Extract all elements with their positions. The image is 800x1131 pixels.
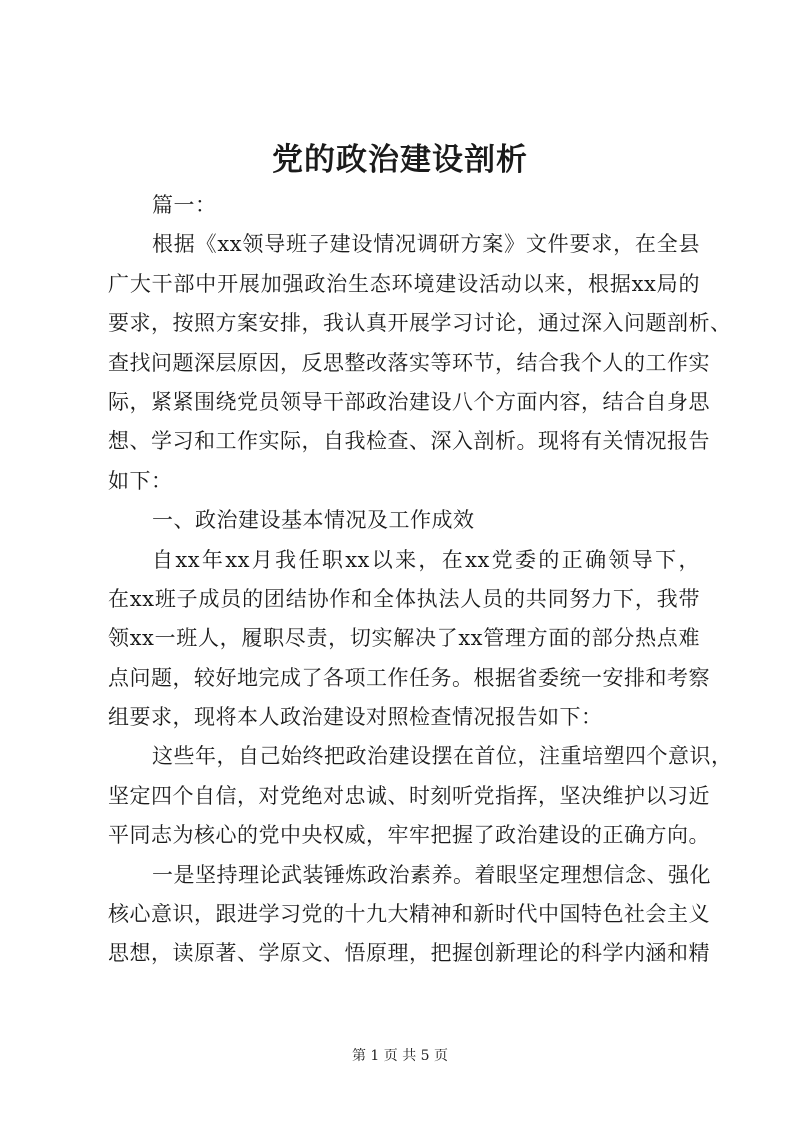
text-line: 根据《xx领导班子建设情况调研方案》文件要求，在全县: [152, 232, 700, 257]
page-title: 党的政治建设剖析: [272, 142, 528, 178]
text-line: 思想，读原著、学原文、悟原理，把握创新理论的科学内涵和精: [108, 941, 710, 966]
text-line: 核心意识，跟进学习党的十九大精神和新时代中国特色社会主义: [108, 902, 710, 927]
text-line: 组要求，现将本人政治建设对照检查情况报告如下：: [108, 705, 603, 730]
text-line: 想、学习和工作实际，自我检查、深入剖析。现将有关情况报告: [108, 429, 710, 454]
text-line: 一、政治建设基本情况及工作成效: [152, 508, 475, 533]
text-line: 如下：: [108, 468, 173, 493]
text-line: 平同志为核心的党中央权威，牢牢把握了政治建设的正确方向。: [108, 823, 710, 848]
text-line: 自xx年xx月我任职xx以来，在xx党委的正确领导下，: [152, 547, 700, 572]
text-line: 篇一：: [152, 193, 217, 217]
text-line: 要求，按照方案安排，我认真开展学习讨论，通过深入问题剖析、: [108, 311, 732, 336]
text-line: 查找问题深层原因，反思整改落实等环节，结合我个人的工作实: [108, 350, 710, 375]
text-line: 一是坚持理论武装锤炼政治素养。着眼坚定理想信念、强化: [152, 862, 711, 887]
text-line: 领xx一班人，履职尽责，切实解决了xx管理方面的部分热点难: [108, 626, 700, 651]
document-body: [108, 186, 733, 974]
text-line: 这些年，自己始终把政治建设摆在首位，注重培塑四个意识，: [152, 744, 733, 769]
text-line: 广大干部中开展加强政治生态环境建设活动以来，根据xx局的: [108, 271, 700, 296]
text-line: 点问题，较好地完成了各项工作任务。根据省委统一安排和考察: [108, 665, 710, 690]
text-line: 在xx班子成员的团结协作和全体执法人员的共同努力下，我带: [108, 586, 700, 611]
page-number: 第 1 页 共 5 页: [351, 1048, 449, 1064]
text-line: 际，紧紧围绕党员领导干部政治建设八个方面内容，结合自身思: [108, 389, 710, 414]
text-line: 坚定四个自信，对党绝对忠诚、时刻听党指挥，坚决维护以习近: [108, 783, 710, 808]
